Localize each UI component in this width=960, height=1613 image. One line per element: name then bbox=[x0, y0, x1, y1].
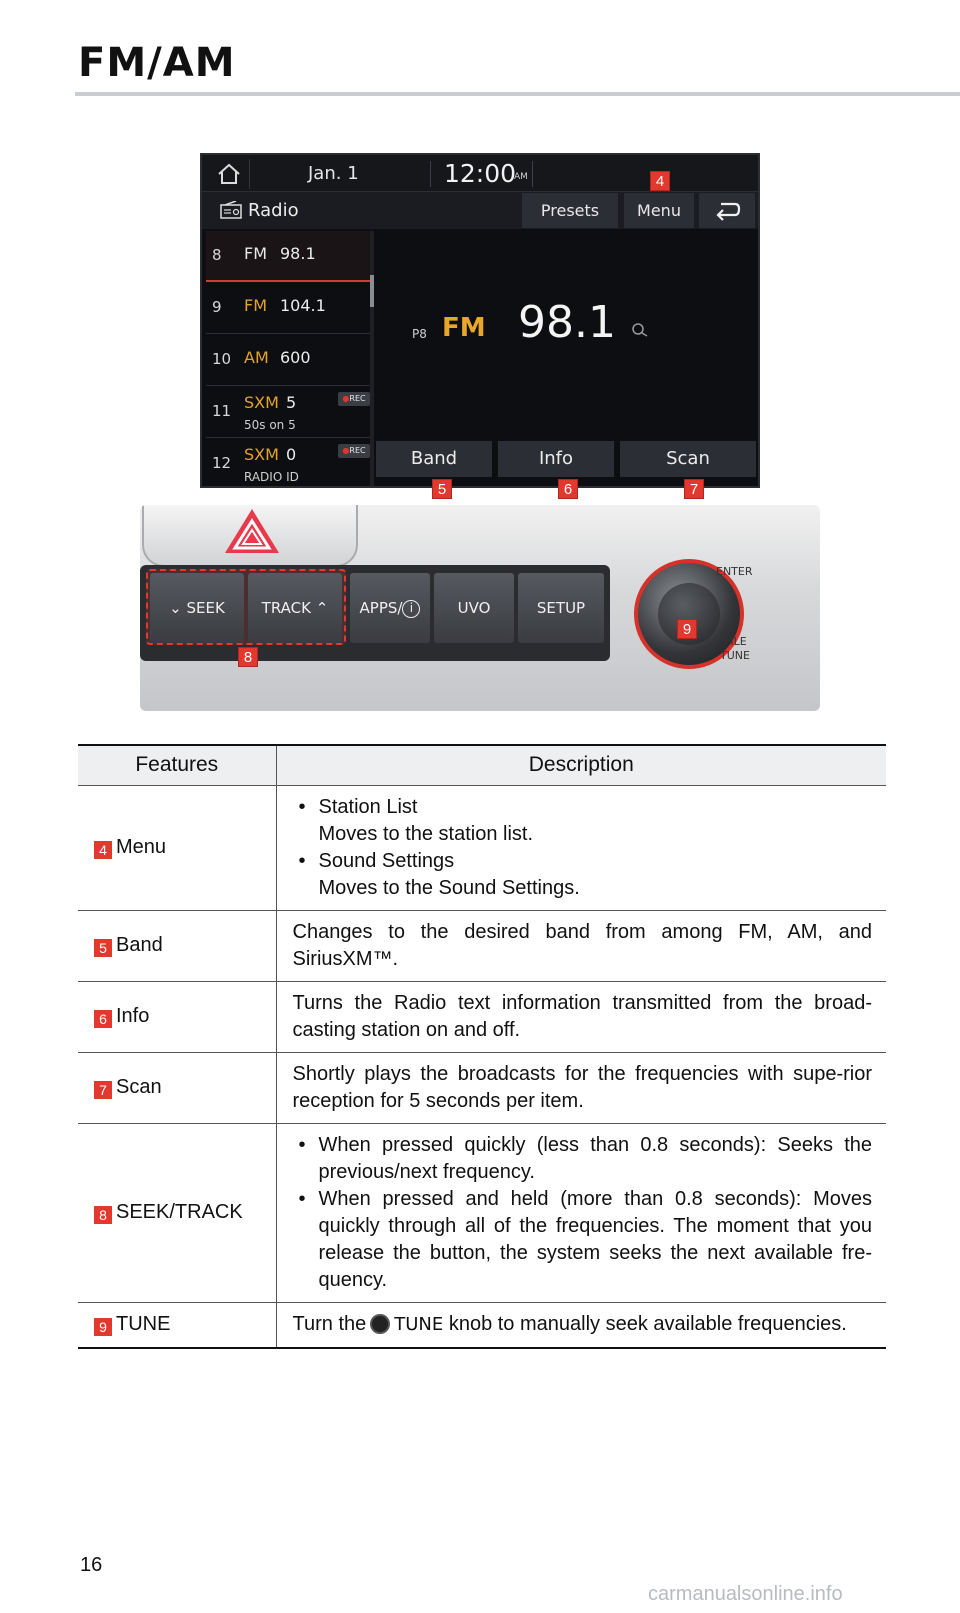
setup-button[interactable]: SETUP bbox=[518, 573, 604, 643]
station-number: 12 bbox=[212, 454, 232, 472]
description-cell: Turn the TUNE knob to manually seek available frequencies. bbox=[276, 1302, 886, 1348]
band-button[interactable]: Band bbox=[376, 441, 492, 477]
feature-number: 5 bbox=[94, 939, 112, 957]
list-item: • Sound Settings Moves to the Sound Settings. bbox=[293, 848, 873, 902]
feature-label: TUNE bbox=[116, 1313, 171, 1336]
page-title: FM/AM bbox=[78, 40, 236, 86]
radio-title: Radio bbox=[248, 200, 299, 221]
feature-cell bbox=[78, 1302, 276, 1348]
now-playing-frequency: 98.1 bbox=[518, 297, 616, 348]
feature-number: 8 bbox=[94, 1206, 112, 1224]
info-icon: i bbox=[402, 600, 420, 618]
station-number: 9 bbox=[212, 298, 222, 316]
table-row bbox=[78, 785, 886, 910]
list-item: • When pressed quickly (less than 0.8 seconds): Seeks the previous/next frequency. bbox=[293, 1132, 873, 1186]
scrollbar-thumb[interactable] bbox=[370, 275, 374, 307]
table-header-row bbox=[78, 745, 886, 785]
rec-badge: ●REC bbox=[338, 444, 370, 458]
features-header: Features bbox=[78, 745, 276, 785]
table-row bbox=[78, 910, 886, 981]
table-row bbox=[78, 1123, 886, 1302]
back-icon bbox=[699, 193, 755, 228]
rec-dot-icon: ● bbox=[342, 394, 350, 403]
home-button[interactable] bbox=[208, 159, 250, 189]
list-item: • When pressed and held (more than 0.8 seconds): Moves quickly through all of the frequencies. The moment that you release the button, the system seeks the next available fre-quency. bbox=[293, 1186, 873, 1294]
now-playing-band: FM bbox=[442, 313, 486, 343]
enter-label: ENTER bbox=[716, 565, 753, 578]
station-subtitle: RADIO ID bbox=[244, 470, 299, 484]
station-frequency: 98.1 bbox=[280, 244, 316, 263]
description-cell: Changes to the desired band from among FM, AM, and SiriusXM™. bbox=[276, 910, 886, 981]
uvo-button[interactable]: UVO bbox=[434, 573, 514, 643]
callout-6: 6 bbox=[558, 479, 578, 499]
station-frequency: 0 bbox=[286, 445, 297, 464]
status-separator bbox=[532, 161, 533, 187]
station-item[interactable] bbox=[206, 387, 370, 438]
station-item[interactable] bbox=[206, 231, 370, 282]
file-label: FILE bbox=[724, 635, 747, 648]
feature-label: Info bbox=[116, 1005, 150, 1027]
description-cell bbox=[276, 1123, 886, 1302]
status-separator bbox=[430, 161, 431, 187]
feature-label: Scan bbox=[116, 1076, 162, 1098]
button-strip bbox=[140, 565, 610, 661]
description-cell: Shortly plays the broadcasts for the frequencies with supe-rior reception for 5 seconds per item. bbox=[276, 1052, 886, 1123]
callout-7: 7 bbox=[684, 479, 704, 499]
station-band: AM bbox=[244, 348, 269, 367]
feature-cell bbox=[78, 785, 276, 910]
station-number: 11 bbox=[212, 402, 232, 420]
feature-label: Menu bbox=[116, 836, 167, 858]
station-band: FM bbox=[244, 244, 268, 263]
rec-badge: ●REC bbox=[338, 392, 370, 406]
bullet-list bbox=[293, 1132, 873, 1294]
radio-icon bbox=[220, 201, 242, 219]
callout-9: 9 bbox=[677, 619, 697, 639]
feature-number: 6 bbox=[94, 1010, 112, 1028]
dashboard-panel bbox=[140, 505, 820, 711]
scan-button[interactable]: Scan bbox=[620, 441, 756, 477]
tune-label: TUNE bbox=[720, 649, 750, 662]
station-item[interactable] bbox=[206, 283, 370, 334]
status-date: Jan. 1 bbox=[308, 163, 359, 184]
station-subtitle: 50s on 5 bbox=[244, 418, 296, 432]
feature-number: 9 bbox=[94, 1318, 112, 1336]
table-row bbox=[78, 1052, 886, 1123]
status-ampm: AM bbox=[514, 172, 528, 182]
feature-label: SEEK/TRACK bbox=[116, 1201, 243, 1223]
feature-cell bbox=[78, 1123, 276, 1302]
station-item[interactable] bbox=[206, 439, 370, 488]
presets-button[interactable]: Presets bbox=[522, 193, 618, 228]
status-time: 12:00 bbox=[444, 159, 517, 188]
info-button[interactable]: Info bbox=[498, 441, 614, 477]
feature-number: 7 bbox=[94, 1081, 112, 1099]
bullet-list bbox=[293, 794, 873, 902]
callout-8: 8 bbox=[238, 647, 258, 667]
features-table bbox=[78, 744, 886, 1349]
back-button[interactable] bbox=[699, 193, 755, 228]
description-header: Description bbox=[276, 745, 886, 785]
station-band: SXM bbox=[244, 445, 279, 464]
page-number: 16 bbox=[80, 1554, 103, 1576]
station-list bbox=[206, 231, 370, 488]
station-number: 8 bbox=[212, 246, 222, 264]
chevron-up-icon: ⌃ bbox=[315, 599, 329, 617]
station-frequency: 600 bbox=[280, 348, 311, 367]
tune-knob-area bbox=[630, 545, 820, 711]
now-playing-preset: P8 bbox=[412, 327, 427, 341]
home-icon bbox=[208, 159, 250, 189]
description-cell bbox=[276, 785, 886, 910]
hazard-icon[interactable] bbox=[222, 507, 282, 555]
title-bar bbox=[202, 192, 760, 229]
station-number: 10 bbox=[212, 350, 232, 368]
feature-cell bbox=[78, 981, 276, 1052]
feature-cell bbox=[78, 910, 276, 981]
hd-signal-icon bbox=[630, 321, 650, 337]
status-bar bbox=[202, 155, 760, 192]
list-item: • Station List Moves to the station list. bbox=[293, 794, 873, 848]
callout-5: 5 bbox=[432, 479, 452, 499]
station-item[interactable] bbox=[206, 335, 370, 386]
tune-knob-icon bbox=[370, 1314, 390, 1334]
seek-button[interactable]: ⌄ SEEK bbox=[150, 573, 244, 643]
feature-cell bbox=[78, 1052, 276, 1123]
callout-4: 4 bbox=[650, 171, 670, 191]
station-band: FM bbox=[244, 296, 268, 315]
chevron-down-icon: ⌄ bbox=[169, 599, 182, 617]
head-unit-screen bbox=[200, 153, 760, 488]
station-list-scrollbar[interactable] bbox=[370, 231, 374, 488]
description-cell: Turns the Radio text information transmitted from the broad-casting station on and off. bbox=[276, 981, 886, 1052]
feature-label: Band bbox=[116, 934, 163, 956]
station-frequency: 104.1 bbox=[280, 296, 326, 315]
table-row bbox=[78, 981, 886, 1052]
table-row bbox=[78, 1302, 886, 1348]
station-frequency: 5 bbox=[286, 393, 297, 412]
menu-button[interactable]: Menu bbox=[624, 193, 694, 228]
apps-button[interactable]: APPS/ i bbox=[350, 573, 430, 643]
feature-number: 4 bbox=[94, 841, 112, 859]
title-rule bbox=[75, 92, 960, 96]
hazard-housing bbox=[142, 505, 358, 567]
station-band: SXM bbox=[244, 393, 279, 412]
watermark: carmanualsonline.info bbox=[648, 1583, 843, 1605]
track-button[interactable]: TRACK ⌃ bbox=[248, 573, 342, 643]
rec-dot-icon: ● bbox=[342, 446, 350, 455]
